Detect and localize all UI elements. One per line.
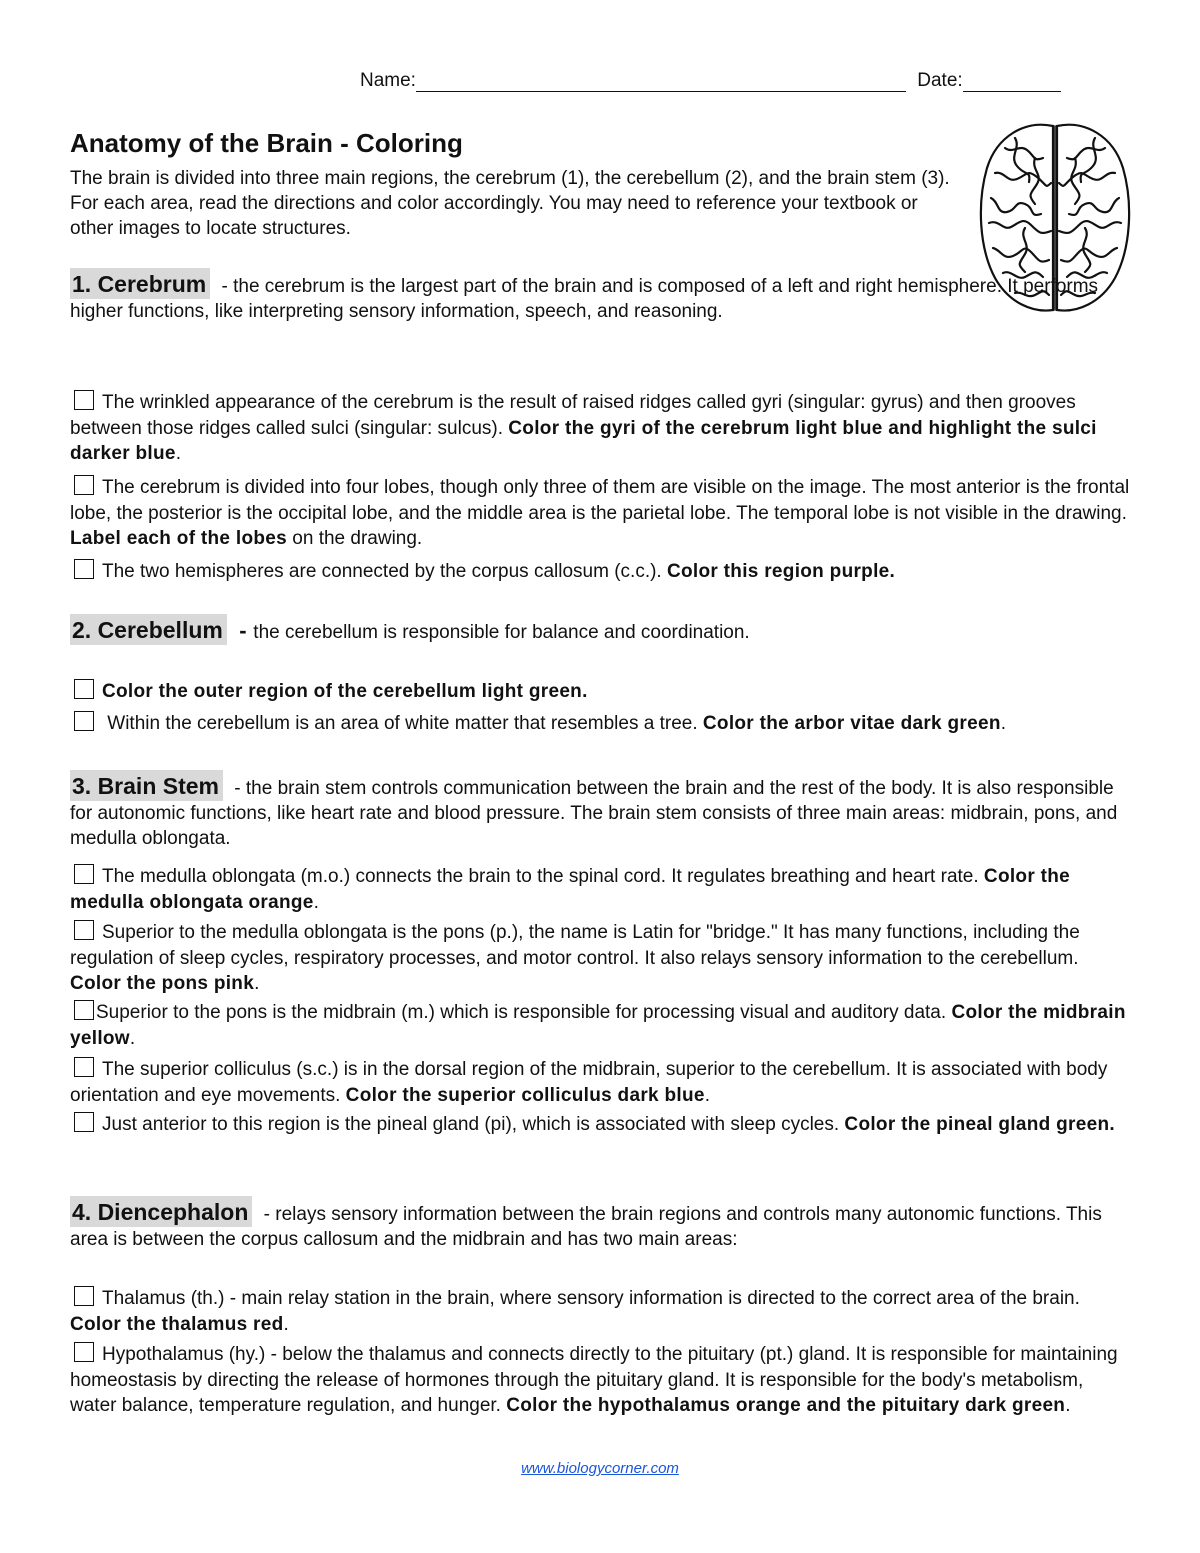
checklist-item: The cerebrum is divided into four lobes, though only three of them are visible on the image. The most anterior is the frontal lobe, the posterior is the occipital lobe, and the middle area is the parietal lobe. The temporal lobe is not visible in the drawing. Label each of the lobes on the drawing.	[70, 477, 1130, 549]
cerebellum-sep: -	[232, 618, 254, 643]
diencephalon-sep: -	[258, 1204, 276, 1225]
cerebrum-sep: -	[216, 276, 234, 297]
name-label: Name:	[360, 70, 416, 91]
checkbox[interactable]	[74, 559, 94, 579]
checklist-item: Superior to the medulla oblongata is the pons (p.), the name is Latin for "bridge." It has many functions, including the regulation of sleep cycles, respiratory processes, and motor control. It also relays sensory information to the cerebellum. Color the pons pink.	[70, 922, 1080, 994]
cerebellum-description: the cerebellum is responsible for balance and coordination.	[253, 622, 750, 643]
diencephalon-heading: 4. Diencephalon	[70, 1196, 252, 1227]
checklist-item: The two hemispheres are connected by the corpus callosum (c.c.). Color this region purple.	[70, 559, 1132, 585]
date-label: Date:	[917, 70, 963, 91]
checkbox[interactable]	[74, 679, 94, 699]
checklist-item: Superior to the pons is the midbrain (m.) which is responsible for processing visual and auditory data. Color the midbrain yellow.	[70, 1002, 1126, 1049]
checkbox[interactable]	[74, 864, 94, 884]
checklist-item: Thalamus (th.) - main relay station in the brain, where sensory information is directed to the correct area of the brain. Color the thalamus red.	[70, 1288, 1080, 1335]
cerebrum-description: the cerebrum is the largest part of the brain and is composed of a left and right hemisphere. It performs higher functions, like interpreting sensory information, speech, and reasoning.	[70, 276, 1099, 322]
checkbox[interactable]	[74, 920, 94, 940]
diencephalon-description: relays sensory information between the brain regions and controls many autonomic functions. This area is between the corpus callosum and the midbrain and has two main areas:	[70, 1204, 1102, 1250]
cerebrum-heading: 1. Cerebrum	[70, 268, 210, 299]
intro-paragraph: The brain is divided into three main regions, the cerebrum (1), the cerebellum (2), and the brain stem (3). For each area, read the directions and color accordingly. You may need to reference your textbook or other images to locate structures.	[70, 168, 950, 239]
footer-link[interactable]: www.biologycorner.com	[521, 1460, 679, 1477]
checkbox[interactable]	[74, 1342, 94, 1362]
checkbox[interactable]	[74, 390, 94, 410]
name-field[interactable]	[416, 73, 906, 92]
checklist-item: Just anterior to this region is the pineal gland (pi), which is associated with sleep cycles. Color the pineal gland green.	[70, 1112, 1132, 1138]
checkbox[interactable]	[74, 1000, 94, 1020]
checkbox[interactable]	[74, 711, 94, 731]
cerebellum-section	[70, 614, 1132, 645]
checklist-item: The medulla oblongata (m.o.) connects the brain to the spinal cord. It regulates breathing and heart rate. Color the medulla oblongata orange.	[70, 866, 1071, 913]
checklist-item: Within the cerebellum is an area of white matter that resembles a tree. Color the arbor vitae dark green.	[70, 711, 1132, 737]
date-field[interactable]	[963, 73, 1061, 92]
checklist-item: The wrinkled appearance of the cerebrum is the result of raised ridges called gyri (singular: gyrus) and then grooves between those ridges called sulci (singular: sulcus). Color the gyri of the cerebrum light blue and highlight the sulci darker blue.	[70, 392, 1097, 464]
brainstem-sep: -	[229, 778, 246, 799]
checklist-item: Hypothalamus (hy.) - below the thalamus and connects directly to the pituitary (pt.) gland. It is responsible for maintaining homeostasis by directing the release of hormones through the pituitary gland. It is responsible for the body's metabolism, water balance, temperature regulation, and hunger. Color the hypothalamus orange and the pituitary dark green.	[70, 1344, 1118, 1416]
page-title: Anatomy of the Brain - Coloring	[70, 128, 463, 158]
checklist-item: Color the outer region of the cerebellum light green.	[70, 679, 1132, 705]
name-date-line	[360, 70, 1130, 92]
checkbox[interactable]	[74, 475, 94, 495]
cerebellum-heading: 2. Cerebellum	[70, 614, 227, 645]
brainstem-section	[70, 770, 1132, 851]
diencephalon-section	[70, 1196, 1132, 1252]
checklist-item: The superior colliculus (s.c.) is in the dorsal region of the midbrain, superior to the cerebellum. It is associated with body orientation and eye movements. Color the superior colliculus dark blue.	[70, 1059, 1108, 1106]
brainstem-description: the brain stem controls communication between the brain and the rest of the body. It is also responsible for autonomic functions, like heart rate and blood pressure. The brain stem consists of three main areas: midbrain, pons, and medulla oblongata.	[70, 778, 1118, 849]
checkbox[interactable]	[74, 1112, 94, 1132]
checkbox[interactable]	[74, 1057, 94, 1077]
brainstem-heading: 3. Brain Stem	[70, 770, 223, 801]
checkbox[interactable]	[74, 1286, 94, 1306]
cerebrum-section	[70, 268, 1132, 324]
footer	[0, 1460, 1200, 1477]
